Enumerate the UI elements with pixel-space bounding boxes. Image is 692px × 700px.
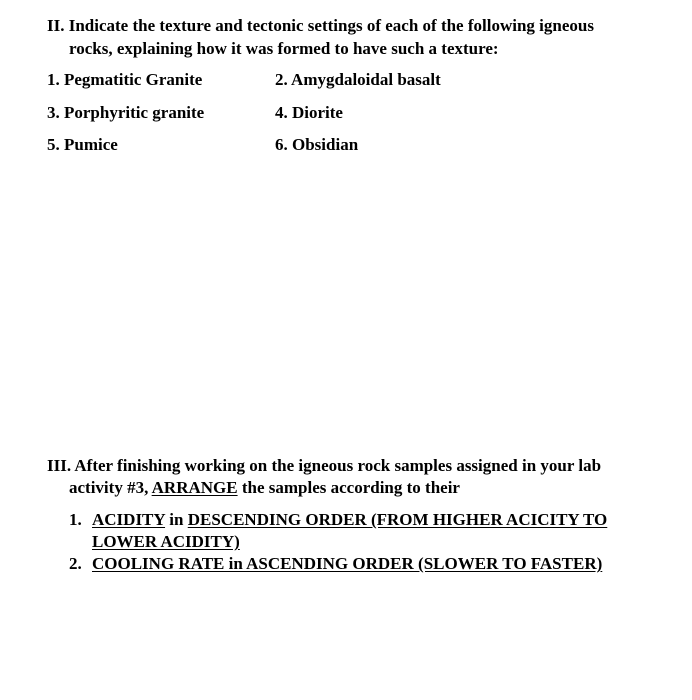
rock-item-4: 4. Diorite [275, 103, 343, 122]
line2-before: activity #3, [69, 478, 149, 497]
rock-item-6: 6. Obsidian [275, 135, 359, 154]
section-iii-line1: III. After finishing working on the igneous rock samples assigned in your lab [47, 456, 602, 475]
section-ii-heading-line2: rocks, explaining how it was formed to have such a texture: [69, 39, 499, 58]
item1-line2 [92, 532, 240, 552]
item1-order-text-cont: LOWER ACIDITY) [92, 532, 240, 551]
section-iii-line2 [69, 478, 460, 498]
rock-item-3: 3. Porphyritic granite [47, 103, 205, 122]
item1-order-text: DESCENDING ORDER (FROM HIGHER ACICITY TO [187, 510, 608, 529]
item1-number: 1. [69, 510, 82, 529]
item2-line [92, 554, 602, 574]
item1-line1 [92, 510, 607, 530]
acidity-keyword: ACIDITY [92, 510, 166, 529]
line2-after: the samples according to their [241, 478, 460, 497]
item2-number: 2. [69, 554, 82, 573]
rock-item-1: 1. Pegmatitic Granite [47, 70, 203, 89]
rock-item-5: 5. Pumice [47, 135, 118, 154]
arrange-keyword: ARRANGE [151, 478, 238, 497]
cooling-rate-text: COOLING RATE in ASCENDING ORDER (SLOWER TO FASTER) [92, 554, 603, 573]
rock-item-2: 2. Amygdaloidal basalt [275, 70, 441, 89]
section-ii-heading-line1: II. Indicate the texture and tectonic settings of each of the following igneous [47, 16, 594, 35]
item1-in: in [169, 510, 184, 529]
